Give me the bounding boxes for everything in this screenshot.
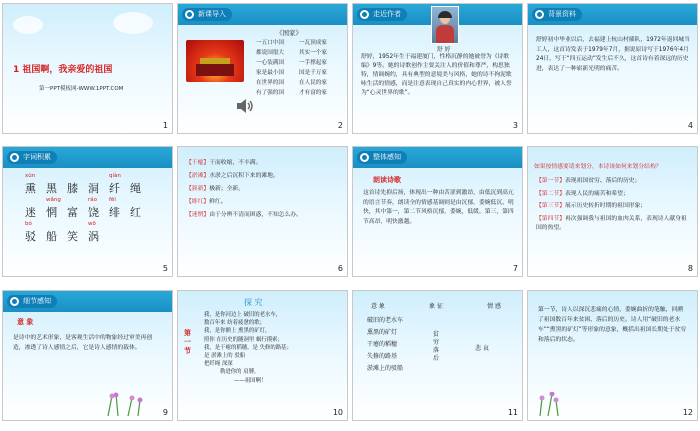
slide-thumbnail-9[interactable]	[3, 291, 172, 420]
section-tab: 背景资料	[548, 10, 576, 18]
tiananmen-image	[186, 40, 244, 82]
slide-number: 2	[337, 121, 343, 130]
structure-question: 如果按情感要请来划分，本诗该如何来划分结构？	[534, 164, 662, 170]
slide-thumbnail-2[interactable]	[178, 4, 347, 133]
slide-header-bar	[3, 147, 172, 168]
slide-header-bar	[528, 4, 697, 25]
slide-title-number: 1	[13, 65, 20, 75]
slide-thumbnail-7[interactable]	[353, 147, 522, 276]
section-label: 第一节	[184, 329, 191, 355]
term-definition: 是诗中的艺术形象，是客观生活中的物象经过审美再创造，渗透了诗人感情之后，它是诗人感情的载体。	[13, 335, 153, 351]
section-tab: 新课导入	[198, 10, 226, 18]
slide-thumbnail-4[interactable]	[528, 4, 697, 133]
emotion-cell: 悲 哀	[475, 345, 489, 352]
poem-lines: 一五口中国 一瓦顶成家 都说国很大 其实一个家 一心装满国 一手撑起家 家是最小国 国是千万家 在世界的国 在人民的家 有了强的国 才有富的家	[256, 40, 327, 96]
slide-footer: 第一PPT模板网-WWW.1PPT.COM	[39, 86, 124, 92]
section-tab: 字词积累	[23, 153, 51, 161]
slide-header-bar	[3, 291, 172, 312]
slide-title: 祖国啊，我亲爱的祖国	[22, 65, 113, 75]
slide-thumbnail-6[interactable]	[178, 147, 347, 276]
slide-number: 1	[162, 121, 168, 130]
slide-number: 11	[507, 408, 518, 417]
slide-thumbnail-5[interactable]	[3, 147, 172, 276]
slide-subtitle: 朗读诗歌	[373, 176, 401, 184]
slide-thumbnail-11[interactable]	[353, 291, 522, 420]
slide-number: 7	[512, 264, 518, 273]
slide-thumbnail-3[interactable]	[353, 4, 522, 133]
slide-heading: 探 究	[244, 298, 263, 307]
slide-number: 4	[687, 121, 693, 130]
image-list: 破旧的老水车 熏黑的矿灯 干瘪的稻穗 失修的路基 淤滩上的驳船	[367, 317, 404, 372]
section-tab: 走近作者	[373, 10, 401, 18]
slide-thumbnail-1[interactable]	[3, 4, 172, 133]
slide-number: 8	[687, 264, 693, 273]
background-info: 舒婷初中毕业以后，去福建上杭山村插队，1972年返回城当工人，这首诗发表于1979年7月，据说原诗写于1976年4月24日，写于“四五运动”发生后不久，这首诗有着深远的历史进，表达了一种崭新光明的痛苦。	[536, 37, 690, 72]
flower-decoration	[98, 392, 158, 416]
poem-excerpt: 我，是你河边上 破旧的老水车， 数百年来 纺着疲惫的歌； 我，是你额上 熏黑的矿灯， 照你 在历史的隧洞里 蜗行摸索； 我，是干瘪的稻穗，是 失修的路基； 是 淤滩上的 驳船 把纤绳 深深 勒进你的 肩膊， ——祖国啊！	[204, 312, 292, 384]
poem-title: 《国家》	[276, 29, 302, 37]
slide-thumbnail-10[interactable]	[178, 291, 347, 420]
slide-number: 10	[332, 408, 343, 417]
reading-guide: 这首诗先抑后扬，体现出一种由苦涩到激昂，由低沉到高亢的语言节奏，朗读全的情感基调则是由沉郁，委婉低沉、明快，其中第一，第二节风格沉郁，委婉，低缓，第三，第四节高昂，明快激越。	[363, 190, 514, 225]
slide-number: 9	[162, 408, 168, 417]
structure-list: 【第一节】表现祖国贫穷、落后的历史； 【第二节】表现人民的痛苦和希望； 【第三节】展示历史转折时期的祖国形象； 【第四节】再次强调我与祖国的血肉关系，表现诗人献身祖国的热望。	[536, 178, 687, 231]
slide-header-bar	[353, 147, 522, 168]
author-photo	[431, 6, 459, 44]
slide-number: 6	[337, 264, 343, 273]
section-tab: 细节感知	[23, 297, 51, 305]
slide-header-bar	[178, 4, 347, 25]
slide-number: 5	[162, 264, 168, 273]
slide-number: 12	[682, 408, 693, 417]
symbol-cell: 贫 穷 落 后	[433, 331, 440, 362]
flower-decoration	[532, 392, 592, 416]
slide-thumbnail-8[interactable]	[528, 147, 697, 276]
section-tab: 整体感知	[373, 153, 401, 161]
slide-thumbnail-12[interactable]	[528, 291, 697, 420]
term-label: 意 象	[17, 318, 34, 326]
author-name: 舒 婷	[437, 47, 451, 53]
vocab-grid: xūn 熏 黑 膝 洞 qiàn 纤 绳 迷 wǎng 惘 富 ráo 饶 fēi 绯 红 bó 驳 船 笑 wō 涡	[25, 173, 141, 243]
section-analysis: 第一节，诗人以深沉悲痛的心情，委婉曲折的笔触，回溯了祖国数百年来贫困、落后的历史。诗人用“破旧的老水车”“熏黑的矿灯”等形象的意象，概括出祖国长期处于贫穷和落后的状态。	[538, 307, 687, 343]
author-bio: 舒婷，1952年生于福建厦门，性格沉静的她被誉为《诗歌编》9等。她的诗歌创作主要关注人的价值和尊严，构思独特，情调婉约，具有典型的意境美与风格，她的诗不拘泥歌咏生活的情感，而是注意表现自己真实的内心世界，被人誉为“心灵世界的歌”。	[361, 54, 512, 96]
speaker-icon[interactable]	[235, 98, 255, 114]
image-table-header: 意 象 象 征 情 感	[371, 303, 501, 310]
definition-list: 【干瘪】干而收缩，不丰满。 【淤滩】水淤之后沉积下来的滩地。 【簇新】极新；全新。 【绯红】鲜红。 【迷惘】由于分辨不清而困惑，不知怎么办。	[186, 160, 302, 218]
slide-number: 3	[512, 121, 518, 130]
